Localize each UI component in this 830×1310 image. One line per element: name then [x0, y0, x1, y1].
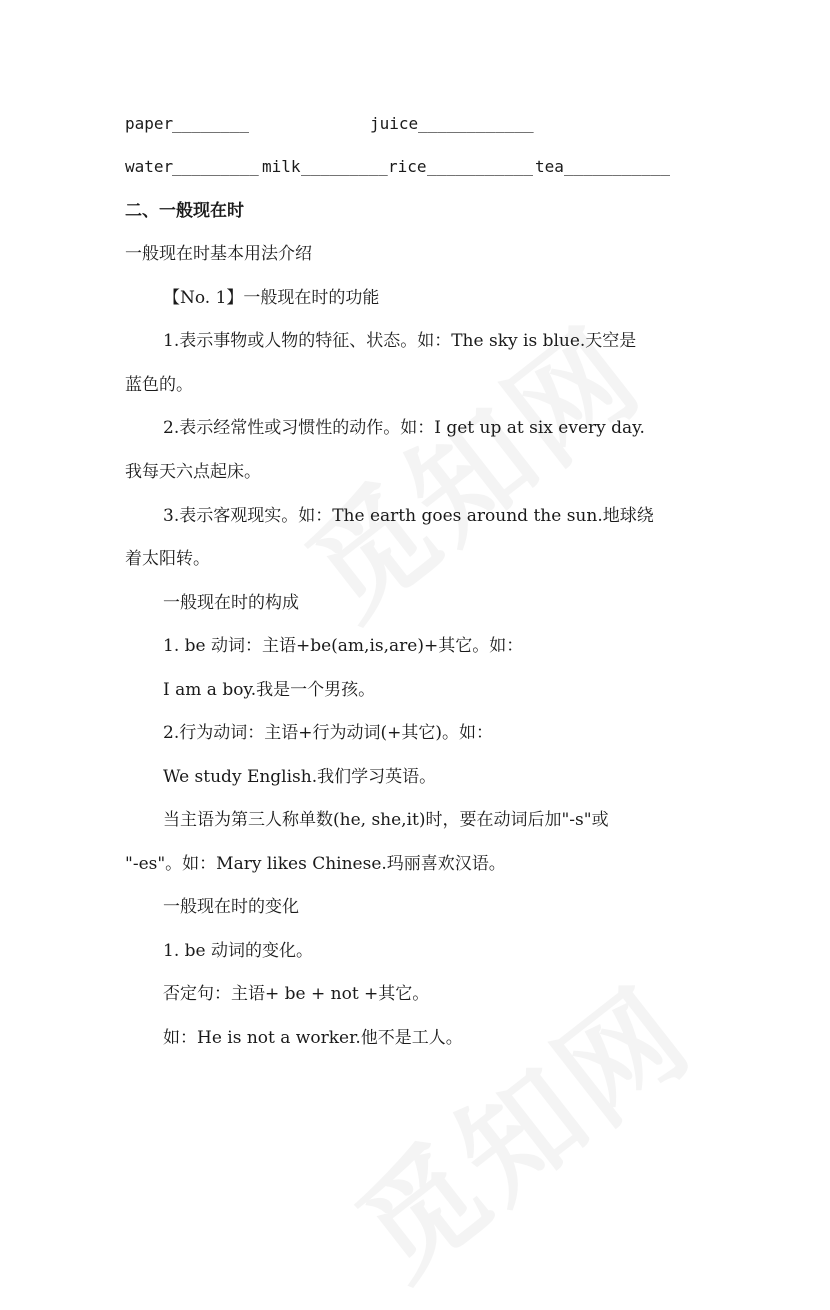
negative-example: 如：He is not a worker.他不是工人。	[163, 1028, 463, 1048]
function-3-line-1: 3.表示客观现实。如：The earth goes around the sun.地球绕	[163, 506, 654, 526]
vocab-blank: _________	[301, 157, 388, 176]
action-verb-example: We study English.我们学习英语。	[163, 767, 437, 787]
vocab-word: rice	[388, 157, 427, 176]
function-2-line-1: 2.表示经常性或习惯性的动作。如：I get up at six every day.	[163, 418, 645, 438]
action-verb-rule: 2.行为动词：主语+行为动词(+其它)。如：	[163, 723, 493, 743]
vocab-blank: ___________	[564, 157, 670, 176]
negative-rule: 否定句：主语+ be + not +其它。	[163, 984, 430, 1004]
function-2-line-2: 我每天六点起床。	[125, 462, 261, 482]
vocab-blank: _________	[172, 157, 259, 176]
vocab-word: water	[125, 157, 174, 176]
intro-text: 一般现在时基本用法介绍	[125, 244, 312, 264]
be-verb-change: 1. be 动词的变化。	[163, 941, 313, 961]
composition-heading: 一般现在时的构成	[163, 593, 299, 613]
vocab-word: paper	[125, 114, 174, 133]
be-verb-example: I am a boy.我是一个男孩。	[163, 680, 376, 700]
vocab-blank: ___________	[427, 157, 533, 176]
function-1-line-2: 蓝色的。	[125, 375, 193, 395]
vocab-word: tea	[535, 157, 564, 176]
vocab-word: milk	[262, 157, 301, 176]
be-verb-rule: 1. be 动词：主语+be(am,is,are)+其它。如：	[163, 636, 524, 656]
function-3-line-2: 着太阳转。	[125, 549, 210, 569]
vocab-blank: ________	[172, 114, 250, 133]
function-1-line-1: 1.表示事物或人物的特征、状态。如：The sky is blue.天空是	[163, 331, 637, 351]
third-person-rule-line-2: "-es"。如：Mary likes Chinese.玛丽喜欢汉语。	[125, 854, 506, 874]
vocab-word: juice	[370, 114, 419, 133]
no1-heading: 【No. 1】一般现在时的功能	[163, 288, 380, 308]
third-person-rule-line-1: 当主语为第三人称单数(he, she,it)时，要在动词后加"-s"或	[163, 810, 609, 830]
change-heading: 一般现在时的变化	[163, 897, 299, 917]
section-title: 二、一般现在时	[125, 201, 244, 221]
vocab-blank: ____________	[418, 114, 534, 133]
